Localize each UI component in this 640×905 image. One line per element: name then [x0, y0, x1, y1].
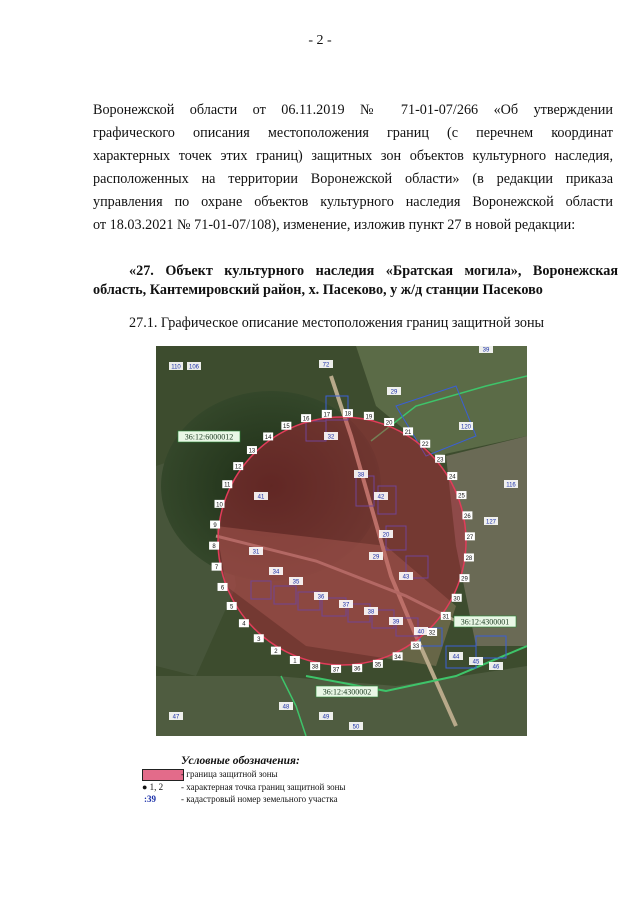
cadastral-label-6000012 [178, 431, 240, 442]
boundary-point-label: 7 [214, 565, 219, 572]
boundary-point-label: 20 [385, 420, 393, 427]
plot-number-label: 29 [372, 554, 380, 561]
boundary-point-label: 15 [283, 424, 290, 431]
plot-number-label: 37 [342, 602, 350, 609]
plot-number-label: 38 [357, 472, 365, 479]
plot-number-label: 127 [485, 519, 497, 526]
point-symbol: ● 1, 2 [142, 782, 164, 792]
legend-row-points [136, 782, 376, 794]
plot-number-label: 116 [506, 482, 516, 489]
plot-number-label: 49 [322, 714, 330, 721]
legend-text: - кадастровый номер земельного участка [181, 794, 338, 804]
boundary-point-label: 38 [311, 664, 319, 671]
plot-number-label: 48 [282, 704, 290, 711]
cadastral-label-4300002 [316, 686, 378, 697]
boundary-point-label: 6 [220, 585, 225, 592]
plot-number-label: 120 [460, 424, 472, 431]
boundary-point-label: 22 [421, 442, 429, 449]
boundary-point-label: 10 [216, 502, 223, 509]
plot-number-label: 45 [472, 659, 480, 666]
plot-number-label: 40 [417, 629, 425, 636]
section-heading [93, 262, 618, 300]
boundary-point-label: 36 [353, 666, 361, 673]
paragraph-line: Воронежской области от 06.11.2019 № 71-01-07/266 «Об утверждении [93, 102, 613, 118]
heading-line: область, Кантемировский район, х. Пасеково, у ж/д станции Пасеково [93, 282, 543, 298]
plot-number-label: 39 [482, 347, 490, 354]
legend-row-cadastral [136, 794, 376, 806]
plot-number-label: 41 [257, 494, 265, 501]
boundary-point-label: 27 [466, 534, 474, 541]
boundary-point-label: 26 [464, 513, 471, 520]
legend-text: - характерная точка границ защитной зоны [181, 782, 346, 792]
plot-number-label: 20 [382, 532, 390, 539]
plot-number-label: 44 [452, 654, 460, 661]
plot-number-label: 47 [172, 714, 180, 721]
boundary-point-label: 1 [293, 658, 297, 665]
cadastral-label-text: 36:12:6000012 [184, 432, 234, 442]
boundary-point-label: 23 [436, 457, 444, 464]
boundary-point-label: 16 [302, 416, 310, 423]
cadastral-label-4300001 [454, 616, 516, 627]
boundary-point-label: 11 [224, 482, 231, 489]
boundary-point-label: 25 [458, 493, 465, 500]
boundary-point-label: 35 [374, 662, 382, 669]
heading-line: «27. Объект культурного наследия «Братская могила», Воронежская [129, 263, 618, 279]
legend-row-boundary [136, 769, 376, 781]
paragraph-line: характерных точек этих границ) защитных зон объектов культурного наследия, [93, 148, 613, 164]
plot-number-label: 38 [367, 609, 375, 616]
plot-number-label: 29 [390, 389, 398, 396]
boundary-point-label: 9 [213, 523, 217, 530]
boundary-point-label: 13 [248, 448, 256, 455]
cadastral-label-text: 36:12:4300001 [460, 617, 510, 627]
protection-zone-map [156, 346, 527, 736]
paragraph-line: графического описания местоположения границ (с перечнем координат [93, 125, 613, 141]
boundary-point-label: 5 [230, 604, 234, 611]
paragraph-line: управления по охране объектов культурного наследия Воронежской области [93, 194, 613, 210]
subsection-title: 27.1. Графическое описание местоположения границ защитной зоны [129, 315, 545, 331]
boundary-point-label: 12 [234, 464, 242, 471]
plot-number-label: 43 [402, 574, 410, 581]
boundary-point-label: 30 [453, 596, 461, 603]
plot-number-label: 42 [377, 494, 385, 501]
plot-number-label: 72 [322, 362, 330, 369]
boundary-point-label: 28 [465, 555, 473, 562]
plot-number-label: 35 [292, 579, 300, 586]
boundary-point-label: 19 [365, 414, 373, 421]
boundary-point-label: 21 [404, 429, 412, 436]
boundary-point-label: 4 [242, 621, 246, 628]
boundary-point-label: 3 [257, 636, 261, 643]
body-paragraph [93, 99, 613, 237]
boundary-point-label: 34 [394, 654, 401, 661]
plot-number-label: 34 [272, 569, 280, 576]
boundary-swatch [142, 769, 184, 781]
boundary-point-label: 18 [344, 411, 352, 418]
map-canvas [156, 346, 527, 736]
paragraph-line: расположенных на территории Воронежской области» (в редакции приказа [93, 171, 613, 187]
boundary-point-label: 32 [428, 630, 436, 637]
plot-number-label: 50 [352, 724, 360, 731]
boundary-point-label: 33 [412, 644, 420, 651]
boundary-point-label: 29 [461, 576, 468, 583]
cadastral-symbol: :39 [144, 794, 156, 804]
boundary-point-label: 31 [442, 614, 450, 621]
cadastral-label-text: 36:12:4300002 [322, 687, 372, 697]
legend-text: - граница защитной зоны [181, 769, 278, 779]
boundary-point-label: 17 [323, 412, 331, 419]
page-number: - 2 - [308, 33, 332, 48]
boundary-point-label: 37 [332, 667, 340, 674]
plot-number-label: 39 [392, 619, 400, 626]
plot-number-label: 32 [327, 434, 335, 441]
boundary-point-label: 14 [264, 434, 272, 441]
plot-number-label: 36 [317, 594, 325, 601]
boundary-point-label: 2 [274, 649, 278, 656]
boundary-point-label: 24 [448, 474, 456, 481]
paragraph-line: от 18.03.2021 № 71-01-07/108), изменение, изложив пункт 27 в новой редакции: [93, 217, 576, 233]
plot-number-label: 110 [171, 364, 181, 371]
plot-number-label: 106 [188, 364, 200, 371]
plot-number-label: 46 [492, 664, 500, 671]
boundary-point-label: 8 [212, 544, 216, 551]
plot-number-label: 31 [252, 549, 260, 556]
legend-title: Условные обозначения: [181, 755, 300, 767]
